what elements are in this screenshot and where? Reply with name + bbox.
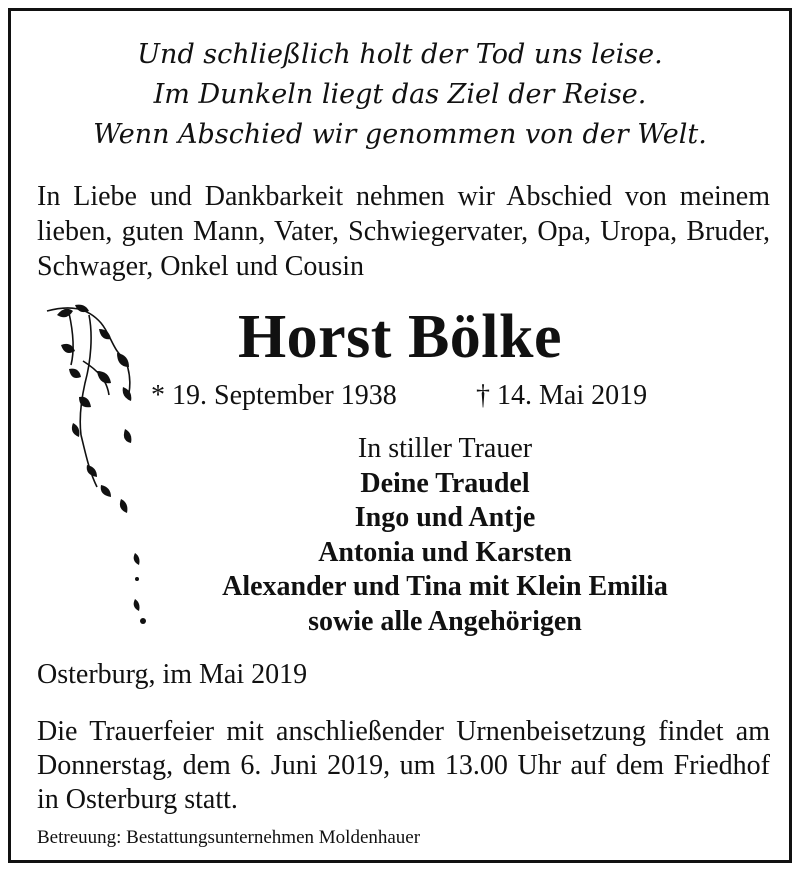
mourner-name: Ingo und Antje <box>354 502 536 533</box>
mourners-heading: In stiller Trauer <box>357 433 533 464</box>
mourner-name: Deine Traudel <box>360 467 530 499</box>
poem-line: Wenn Abschied wir genommen von der Welt. <box>93 119 707 150</box>
mourners-block <box>101 432 789 639</box>
intro-text: In Liebe und Dankbarkeit nehmen wir Abschied von meinem lieben, guten Mann, Vater, Schwiegervater, Opa, Uropa, Bruder, Schwager, Onkel und Cousin <box>37 181 770 282</box>
poem <box>11 35 789 155</box>
obituary-frame <box>8 8 792 863</box>
poem-line: Im Dunkeln liegt das Ziel der Reise. <box>153 79 647 110</box>
death-date: † 14. Mai 2019 <box>476 380 648 411</box>
ceremony-text: Die Trauerfeier mit anschließender Urnenbeisetzung findet am Donnerstag, dem 6. Juni 2019, um 13.00 Uhr auf dem Friedhof in Osterburg statt. <box>37 716 770 815</box>
mourner-name: Alexander und Tina mit Klein Emilia <box>222 571 668 602</box>
place-date: Osterburg, im Mai 2019 <box>37 659 308 690</box>
funeral-home-credit: Betreuung: Bestattungsunternehmen Moldenhauer <box>37 827 421 848</box>
birth-date: * 19. September 1938 <box>151 380 397 411</box>
mourner-name: Antonia und Karsten <box>318 536 572 568</box>
mourner-name: sowie alle Angehörigen <box>308 605 582 637</box>
deceased-name: Horst Bölke <box>237 303 563 371</box>
poem-line: Und schließlich holt der Tod uns leise. <box>137 39 663 70</box>
